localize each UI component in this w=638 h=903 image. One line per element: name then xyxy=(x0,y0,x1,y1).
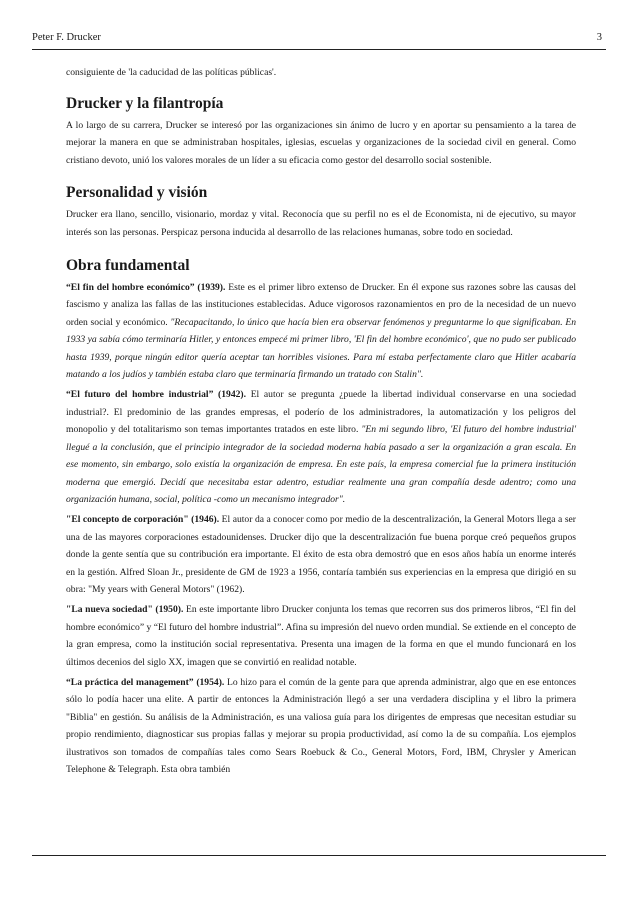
section-filantropia xyxy=(66,94,576,169)
footer-rule xyxy=(32,855,606,856)
book-title: “La práctica del management” (1954). xyxy=(66,676,225,688)
section-title: Obra fundamental xyxy=(66,257,190,275)
book-entry xyxy=(66,511,576,598)
page-number: 3 xyxy=(596,32,602,43)
book-entry xyxy=(66,386,576,508)
lead-paragraph: consiguiente de 'la caducidad de las políticas públicas'. xyxy=(66,67,277,78)
page-body xyxy=(66,58,576,778)
book-quote: "En mi segundo libro, 'El futuro del hombre industrial' llegué a la conclusión, que el principio integrador de la sociedad moderna había pasado a ser la organización a gran escala. En ese momento, sin embargo, solo existía la organización de empresa. En este país, la empresa comercial fue la primera institución moderna que emergió. Decidí que necesitaba estar adentro, estudiar realmente una gran compañía desde adentro; como una organización humana, social, política -como un mecanismo integrador". xyxy=(66,424,576,505)
header-author: Peter F. Drucker xyxy=(32,32,101,43)
section-title: Personalidad y visión xyxy=(66,184,208,202)
book-text: El autor da a conocer como por medio de la descentralización, la General Motors llega a ser una de las mayores corporaciones estadounidenses. Drucker dijo que la descentralización fue buena porque creó pequeños grupos donde la gente sentía que su contribución era importante. El éxito de esta obra demostró que en esos años había un enorme interés en la gestión. Alfred Sloan Jr., presidente de GM de 1923 a 1956, contaría también sus experiencias en la empresa que dirigió en su obra: "My years with General Motors" (1962). xyxy=(66,514,576,595)
book-text: Lo hizo para el común de la gente para que aprenda administrar, algo que en ese entonces sólo lo podía hacer una elite. A partir de entonces la Administración llegó a ser una verdadera disciplina y el libro la primera "Biblia" en gestión. Su análisis de la Administración, es una valiosa guía para los dirigentes de empresas que necesitan estudiar su propio rendimiento, diagnosticar sus propias fallas y mejorar su propia productividad, así como la de su compañía. Los ejemplos ilustrativos son tomados de compañías tales como Sears Roebuck & Co., General Motors, Ford, IBM, Chrysler y American Telephone & Telegraph. Esta obra también xyxy=(66,676,576,775)
book-text: El autor se pregunta ¿puede la libertad individual conservarse en una sociedad industrial?. El predominio de las grandes empresas, el poderío de los administradores, la automatización y los peligros del monopolio y del totalitarismo son temas importantes tratados en este libro. xyxy=(66,389,576,436)
book-entry xyxy=(66,674,576,778)
book-title: "La nueva sociedad" (1950). xyxy=(66,604,184,616)
section-paragraph: A lo largo de su carrera, Drucker se interesó por las organizaciones sin ánimo de lucro y en aportar su pensamiento a la tarea de mejorar la manera en que se administraban hospitales, iglesias, escuelas y organizaciones de la sociedad civil en general. Como cristiano devoto, unió los valores morales de un líder a su eficacia como gestor del desarrollo social sostenible. xyxy=(66,120,576,166)
section-paragraph: Drucker era llano, sencillo, visionario, mordaz y vital. Reconocía que su perfil no es el de Economista, ni de ejecutivo, su mayor interés son las personas. Perspicaz persona inducida al desarrollo de las relaciones humanas, sobre todo en sociedad. xyxy=(66,209,576,238)
book-entry xyxy=(66,279,576,383)
section-title: Drucker y la filantropía xyxy=(66,95,224,112)
book-text: Este es el primer libro extenso de Drucker. En él expone sus razones sobre las causas del fascismo y analiza las fallas de las instituciones establecidas. Aduce vigorosos razonamientos en pro de la necesidad de un nuevo orden social y económico. xyxy=(66,282,576,328)
book-title: "El concepto de corporación" (1946). xyxy=(66,514,220,526)
book-text: En este importante libro Drucker conjunta los temas que recorren sus dos primeros libros, “El fin del hombre económico” y “El futuro del hombre industrial”. Afina su impresión del nuevo orden mundial. Se extiende en el concepto de la gran empresa, como la institución social representativa. Presenta una imagen de la forma en que el mundo funcionará en los últimos decenios del siglo XX, imagen que se convirtió en realidad notable. xyxy=(66,604,576,668)
book-title: “El fin del hombre económico” (1939). xyxy=(66,282,226,294)
section-personalidad xyxy=(66,183,576,241)
page-header xyxy=(32,30,606,46)
header-rule xyxy=(32,49,606,50)
book-title: “El futuro del hombre industrial” (1942). xyxy=(66,389,247,401)
book-entry xyxy=(66,601,576,671)
book-quote: "Recapacitando, lo único que hacía bien era observar fenómenos y preguntarme lo que significaban. En 1933 ya sabía cómo terminaría Hitler, y entonces empecé mi primer libro, 'El fin del hombre económico', que no pudo ser publicado hasta 1939, porque ningún editor quería aceptar tan horribles visiones. Para mí estaba perfectamente claro que Hitler acabaría matando a los judíos y también estaba claro que terminaría firmando un tratado con Stalin". xyxy=(66,316,576,381)
section-obra xyxy=(66,256,576,778)
